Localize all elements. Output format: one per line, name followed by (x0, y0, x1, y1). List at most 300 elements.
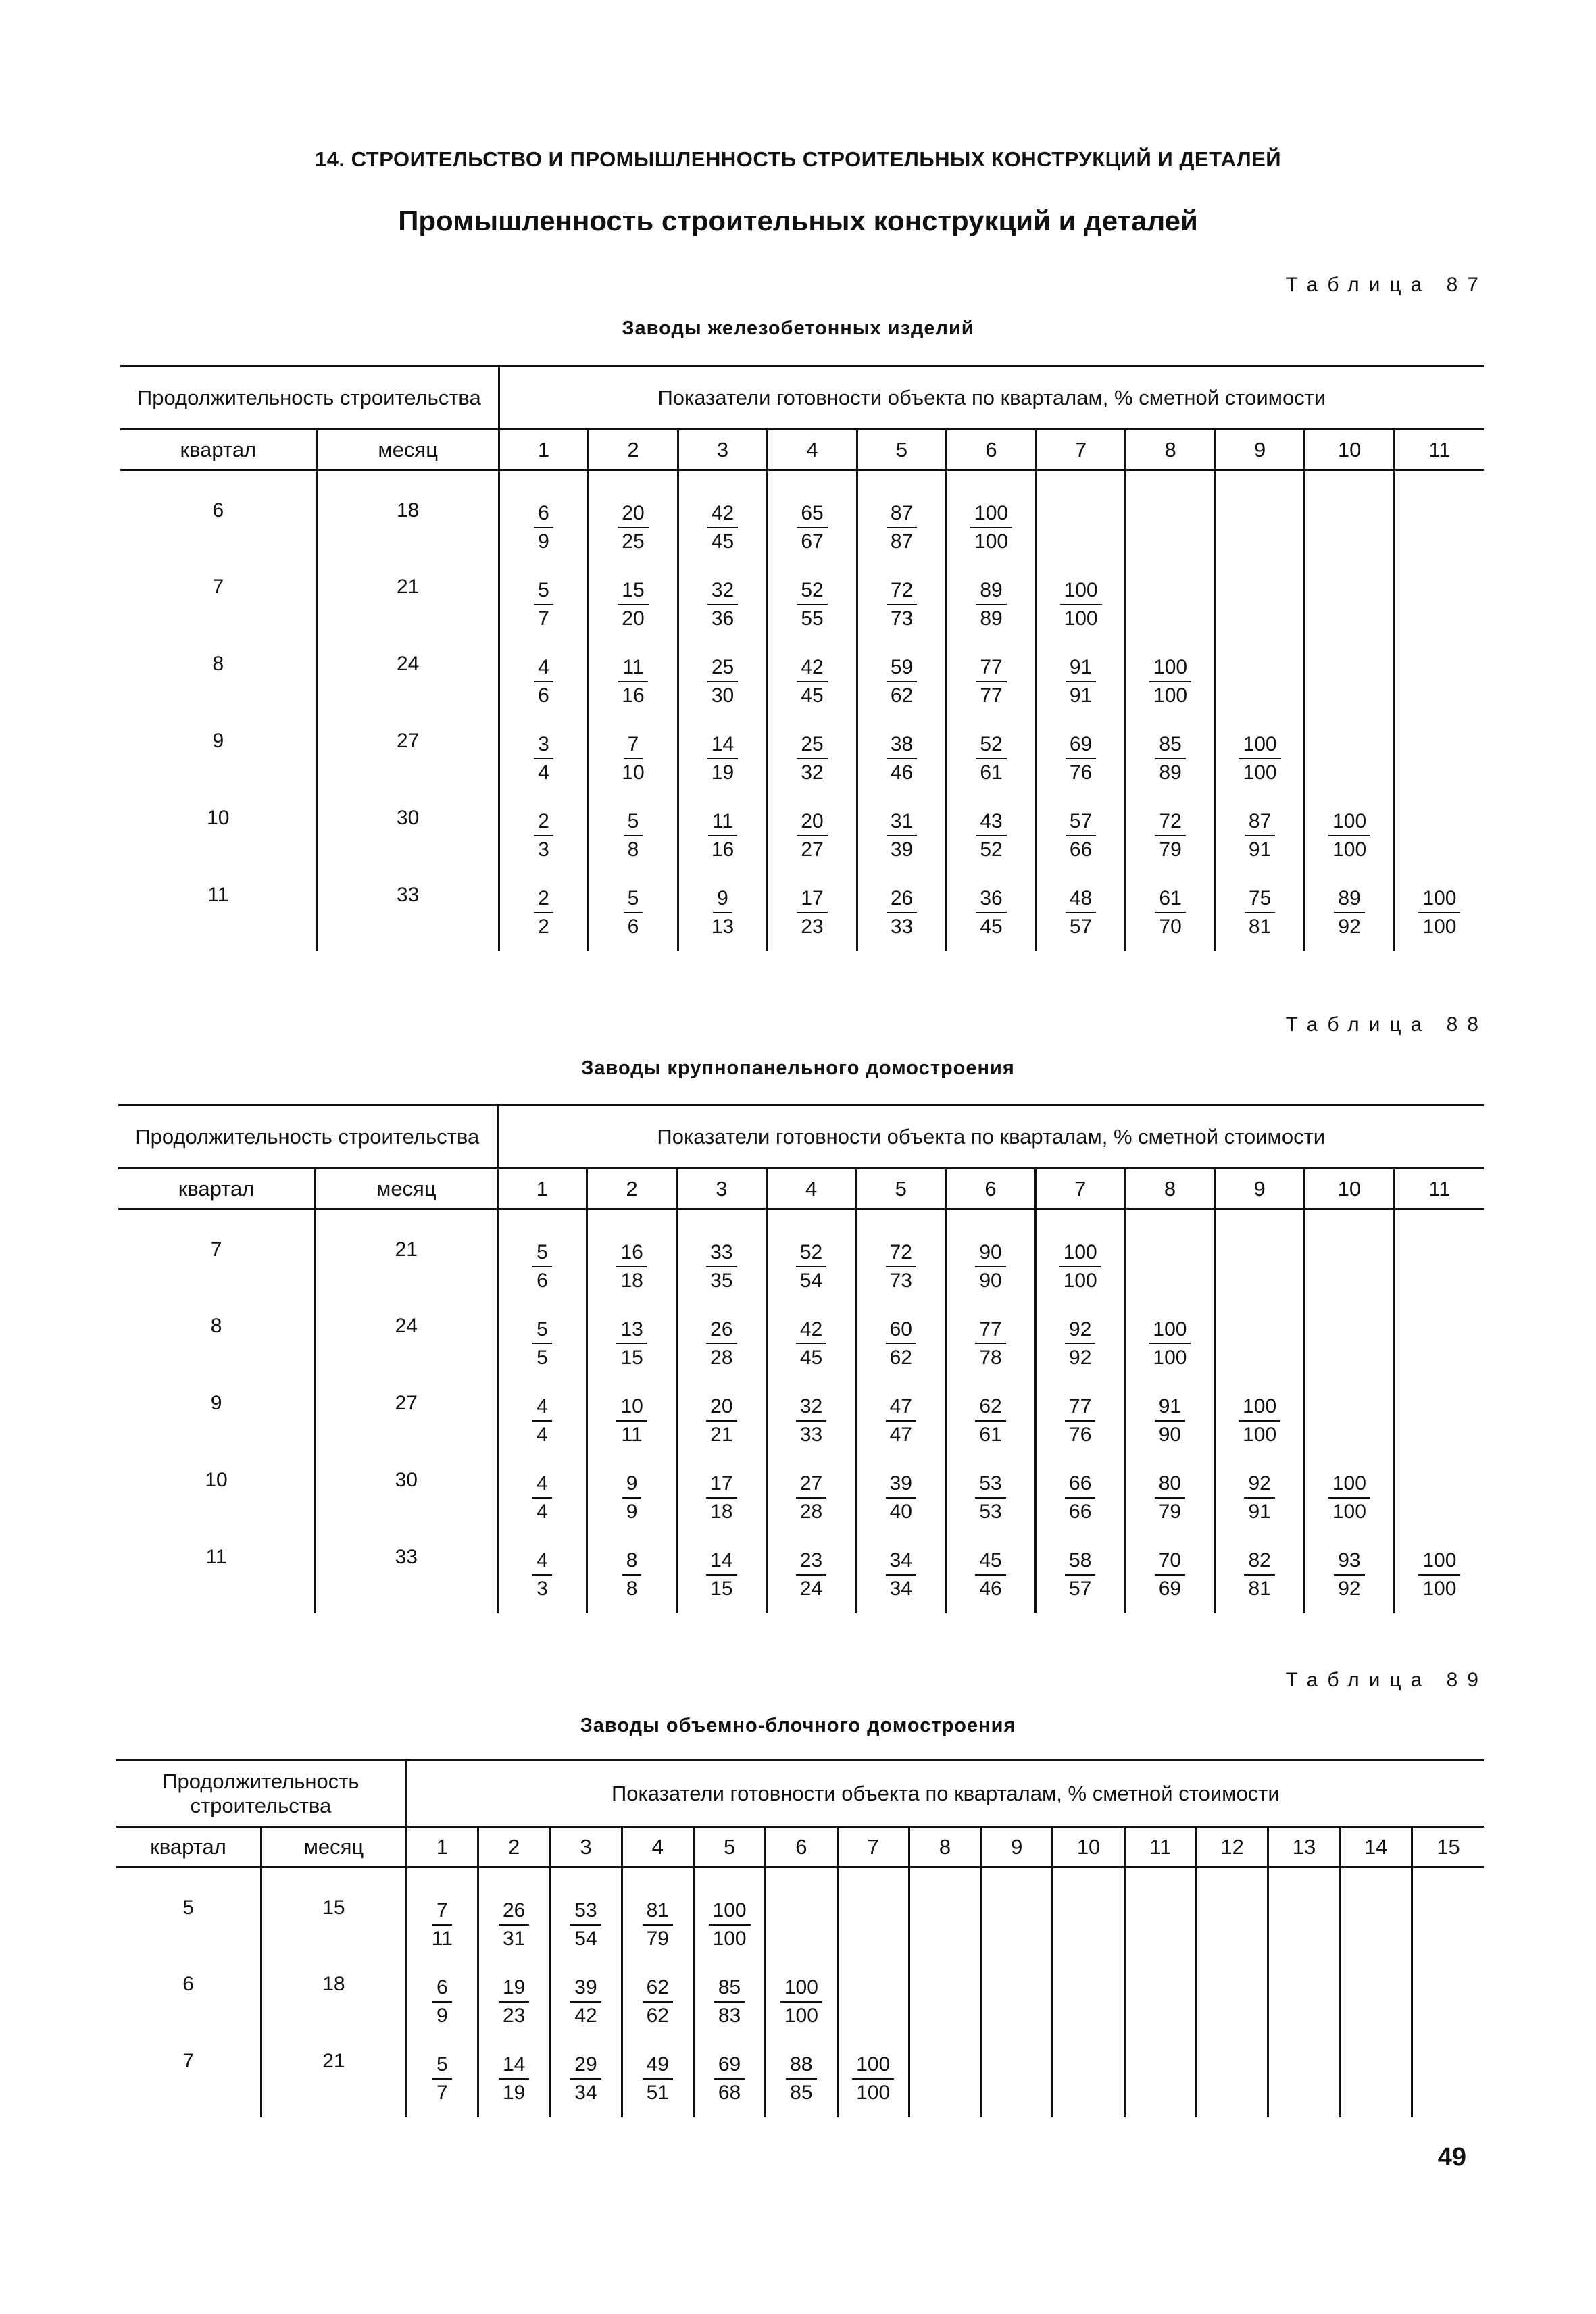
fraction-numerator: 20 (706, 1394, 737, 1422)
value-cell (1305, 874, 1395, 951)
data-table-89 (116, 1759, 1484, 2117)
fraction-numerator: 69 (714, 2053, 745, 2080)
fraction-value (622, 1549, 642, 1601)
quarter-cell: 7 (210, 1238, 222, 1261)
value-cell (497, 1459, 587, 1536)
fraction-numerator: 38 (887, 732, 917, 759)
fraction-denominator: 6 (537, 1269, 548, 1292)
fraction-denominator: 6 (627, 915, 639, 938)
table-label-87: Таблица 87 (1285, 274, 1488, 296)
value-cell (1305, 643, 1395, 720)
value-cell (1124, 2040, 1196, 2117)
fraction-denominator: 9 (437, 2004, 448, 2027)
fraction-numerator: 92 (1065, 1317, 1095, 1344)
fraction-value (499, 1898, 529, 1951)
fraction-numerator: 100 (1149, 655, 1191, 682)
fraction-numerator: 62 (643, 1976, 673, 2003)
fraction-numerator: 72 (1155, 809, 1185, 836)
value-cell (856, 1459, 946, 1536)
value-cell (1305, 720, 1395, 797)
fraction-value (707, 886, 738, 939)
value-cell (857, 566, 947, 643)
value-cell (478, 2040, 550, 2117)
value-cell (1215, 874, 1305, 951)
value-cell (678, 566, 768, 643)
fraction-value (1155, 1394, 1185, 1447)
value-cell (1053, 1867, 1124, 1963)
fraction-value (618, 655, 648, 708)
fraction-denominator: 33 (799, 1423, 823, 1446)
value-cell (1197, 1867, 1268, 1963)
fraction-value (796, 1472, 826, 1524)
fraction-value (976, 886, 1006, 939)
value-cell (766, 1536, 856, 1613)
value-cell (1035, 1536, 1125, 1613)
fraction-value (532, 1317, 552, 1370)
fraction-value (1245, 809, 1275, 862)
fraction-numerator: 14 (706, 1549, 737, 1576)
column-header: 7 (1035, 1169, 1125, 1209)
indicator-header: Показатели готовности объекта по кварталам, % сметной стоимости (499, 366, 1484, 430)
value-cell (946, 1536, 1036, 1613)
fraction-value (1149, 655, 1191, 708)
fraction-denominator: 90 (1158, 1423, 1182, 1446)
fraction-value (707, 732, 738, 785)
value-cell (589, 720, 678, 797)
value-cell (622, 2040, 693, 2117)
value-cell (589, 797, 678, 874)
fraction-value (707, 809, 738, 862)
fraction-value (706, 1240, 737, 1293)
value-cell (499, 470, 589, 566)
column-header: 5 (857, 430, 947, 470)
fraction-denominator: 32 (801, 761, 824, 784)
value-cell (1215, 1382, 1305, 1459)
value-cell (1340, 1963, 1412, 2040)
value-cell (589, 643, 678, 720)
fraction-denominator: 4 (537, 1423, 548, 1446)
value-cell (837, 2040, 909, 2117)
fraction-numerator: 7 (624, 732, 643, 759)
value-cell (947, 797, 1037, 874)
fraction-value (532, 1472, 552, 1524)
quarter-cell: 8 (210, 1314, 222, 1337)
value-cell (857, 470, 947, 566)
fraction-denominator: 70 (1159, 915, 1182, 938)
month-cell: 21 (316, 1209, 497, 1305)
value-cell (947, 566, 1037, 643)
indicator-header: Показатели готовности объекта по кварталам, % сметной стоимости (406, 1761, 1484, 1827)
quarter-cell: 10 (205, 1468, 228, 1491)
fraction-numerator: 8 (622, 1549, 642, 1576)
fraction-numerator: 66 (1065, 1472, 1095, 1499)
fraction-value (975, 1240, 1005, 1293)
value-cell (1125, 1382, 1215, 1459)
fraction-numerator: 42 (797, 655, 827, 682)
value-cell (499, 874, 589, 951)
value-cell (676, 1459, 766, 1536)
value-cell (1125, 1305, 1215, 1382)
value-cell (550, 1963, 622, 2040)
month-cell: 21 (317, 566, 499, 643)
quarter-header: квартал (120, 430, 317, 470)
fraction-denominator: 16 (622, 684, 645, 707)
fraction-value (1060, 578, 1102, 631)
fraction-denominator: 51 (646, 2081, 669, 2104)
fraction-denominator: 91 (1248, 1500, 1271, 1523)
column-header: 9 (1215, 1169, 1305, 1209)
fraction-numerator: 20 (797, 809, 827, 836)
fraction-numerator: 77 (975, 1317, 1005, 1344)
fraction-value (797, 886, 827, 939)
value-cell (1036, 874, 1126, 951)
fraction-denominator: 62 (646, 2004, 669, 2027)
fraction-numerator: 33 (706, 1240, 737, 1267)
value-cell (766, 1305, 856, 1382)
fraction-numerator: 87 (887, 501, 917, 528)
value-cell (1036, 797, 1126, 874)
fraction-denominator: 9 (626, 1500, 638, 1523)
fraction-value (887, 809, 917, 862)
fraction-numerator: 91 (1155, 1394, 1185, 1422)
value-cell (856, 1209, 946, 1305)
fraction-numerator: 57 (1066, 809, 1096, 836)
fraction-value (1066, 809, 1096, 862)
fraction-value (707, 655, 738, 708)
quarter-cell: 8 (212, 652, 224, 675)
table-row (118, 1305, 1484, 1382)
fraction-denominator: 4 (537, 1500, 548, 1523)
fraction-value (534, 655, 553, 708)
table-row (118, 1536, 1484, 1613)
fraction-numerator: 49 (643, 2053, 673, 2080)
fraction-denominator: 11 (621, 1423, 643, 1446)
fraction-numerator: 42 (707, 501, 738, 528)
fraction-numerator: 36 (976, 886, 1006, 913)
value-cell (589, 566, 678, 643)
value-cell (1305, 1382, 1395, 1459)
fraction-denominator: 81 (1248, 915, 1272, 938)
table-row (116, 2040, 1484, 2117)
value-cell (1035, 1209, 1125, 1305)
value-cell (1036, 566, 1126, 643)
fraction-numerator: 100 (780, 1976, 822, 2003)
fraction-numerator: 6 (534, 501, 553, 528)
fraction-denominator: 100 (1243, 761, 1277, 784)
fraction-numerator: 72 (887, 578, 917, 605)
value-cell (768, 797, 857, 874)
value-cell (678, 874, 768, 951)
value-cell (1268, 2040, 1340, 2117)
value-cell (1035, 1382, 1125, 1459)
value-cell (857, 797, 947, 874)
fraction-value (643, 1898, 673, 1951)
fraction-value (706, 1472, 737, 1524)
value-cell (1215, 720, 1305, 797)
value-cell (622, 1867, 693, 1963)
fraction-numerator: 72 (886, 1240, 916, 1267)
fraction-numerator: 3 (534, 732, 553, 759)
fraction-numerator: 100 (1328, 809, 1370, 836)
month-cell: 30 (317, 797, 499, 874)
fraction-value (1239, 732, 1281, 785)
fraction-denominator: 67 (801, 530, 824, 553)
fraction-denominator: 3 (537, 1577, 548, 1600)
fraction-numerator: 10 (616, 1394, 647, 1422)
fraction-numerator: 100 (1059, 1240, 1101, 1267)
fraction-numerator: 29 (570, 2053, 601, 2080)
fraction-value (886, 1394, 916, 1447)
fraction-denominator: 91 (1069, 684, 1093, 707)
column-header: 8 (1125, 1169, 1215, 1209)
month-cell: 30 (316, 1459, 497, 1536)
fraction-value (1149, 1317, 1191, 1370)
fraction-denominator: 90 (979, 1269, 1002, 1292)
section-heading: 14. СТРОИТЕЛЬСТВО И ПРОМЫШЛЕННОСТЬ СТРОИТЕЛЬНЫХ КОНСТРУКЦИЙ И ДЕТАЛЕЙ (314, 147, 1282, 171)
fraction-denominator: 100 (856, 2081, 891, 2104)
value-cell (768, 566, 857, 643)
fraction-denominator: 28 (799, 1500, 823, 1523)
fraction-denominator: 34 (574, 2081, 597, 2104)
fraction-numerator: 81 (643, 1898, 673, 1926)
quarter-cell: 11 (207, 883, 229, 906)
fraction-value (706, 1317, 737, 1370)
fraction-denominator: 54 (799, 1269, 823, 1292)
month-cell: 18 (261, 1963, 407, 2040)
column-header: 2 (478, 1827, 550, 1867)
fraction-value (1245, 886, 1275, 939)
fraction-value (432, 2053, 452, 2105)
fraction-value (707, 501, 738, 554)
quarter-cell: 9 (212, 729, 224, 752)
value-cell (1268, 1867, 1340, 1963)
value-cell (1053, 2040, 1124, 2117)
value-cell (1305, 470, 1395, 566)
table-row (120, 470, 1484, 566)
quarter-cell: 11 (205, 1545, 227, 1568)
fraction-value (616, 1394, 647, 1447)
fraction-denominator: 8 (627, 838, 639, 861)
fraction-denominator: 66 (1069, 838, 1093, 861)
fraction-numerator: 4 (532, 1472, 552, 1499)
quarter-cell: 6 (182, 1972, 194, 1995)
fraction-numerator: 9 (622, 1472, 642, 1499)
fraction-denominator: 36 (711, 607, 734, 630)
value-cell (478, 1867, 550, 1963)
column-header: 13 (1268, 1827, 1340, 1867)
value-cell (856, 1382, 946, 1459)
fraction-value (796, 1394, 826, 1447)
value-cell (478, 1963, 550, 2040)
fraction-denominator: 13 (711, 915, 734, 938)
data-table-87 (120, 365, 1484, 951)
fraction-numerator: 45 (975, 1549, 1005, 1576)
fraction-value (570, 1898, 601, 1951)
month-cell: 33 (316, 1536, 497, 1613)
value-cell (1126, 566, 1216, 643)
value-cell (1340, 2040, 1412, 2117)
fraction-denominator: 45 (980, 915, 1003, 938)
fraction-numerator: 5 (624, 809, 643, 836)
value-cell (1035, 1459, 1125, 1536)
column-header: 6 (946, 1169, 1036, 1209)
fraction-numerator: 89 (1334, 886, 1364, 913)
column-header: 11 (1394, 1169, 1484, 1209)
value-cell (768, 720, 857, 797)
value-cell (1215, 1459, 1305, 1536)
fraction-value (1244, 1472, 1274, 1524)
value-cell (1412, 1963, 1484, 2040)
value-cell (1125, 1459, 1215, 1536)
table-title-89: Заводы объемно-блочного домостроения (580, 1715, 1016, 1736)
value-cell (946, 1305, 1036, 1382)
month-cell: 27 (317, 720, 499, 797)
value-cell (678, 720, 768, 797)
fraction-value (1418, 886, 1460, 939)
fraction-numerator: 5 (532, 1317, 552, 1344)
fraction-denominator: 23 (502, 2004, 526, 2027)
fraction-denominator: 46 (979, 1577, 1002, 1600)
value-cell (678, 797, 768, 874)
fraction-denominator: 100 (712, 1928, 747, 1951)
fraction-denominator: 77 (980, 684, 1003, 707)
value-cell (587, 1536, 677, 1613)
fraction-value (534, 578, 553, 631)
fraction-numerator: 16 (616, 1240, 647, 1267)
fraction-denominator: 89 (980, 607, 1003, 630)
value-cell (1197, 2040, 1268, 2117)
value-cell (857, 874, 947, 951)
value-cell (766, 2040, 837, 2117)
value-cell (1126, 470, 1216, 566)
fraction-denominator: 57 (1069, 915, 1093, 938)
fraction-value (780, 1976, 822, 2028)
fraction-value (570, 2053, 601, 2105)
fraction-denominator: 100 (1422, 915, 1457, 938)
fraction-value (796, 1317, 826, 1370)
value-cell (1394, 1459, 1484, 1536)
value-cell (837, 1867, 909, 1963)
fraction-numerator: 90 (975, 1240, 1005, 1267)
page-number: 49 (1437, 2143, 1466, 2171)
fraction-value (887, 578, 917, 631)
fraction-numerator: 13 (616, 1317, 647, 1344)
fraction-denominator: 78 (979, 1346, 1002, 1369)
value-cell (947, 470, 1037, 566)
quarter-cell: 9 (210, 1391, 222, 1414)
fraction-denominator: 55 (801, 607, 824, 630)
column-header: 7 (1036, 430, 1126, 470)
fraction-denominator: 53 (979, 1500, 1002, 1523)
value-cell (587, 1459, 677, 1536)
fraction-numerator: 70 (1155, 1549, 1185, 1576)
value-cell (909, 2040, 980, 2117)
fraction-numerator: 82 (1244, 1549, 1274, 1576)
fraction-value (1334, 1549, 1364, 1601)
fraction-numerator: 32 (707, 578, 738, 605)
fraction-numerator: 93 (1334, 1549, 1364, 1576)
value-cell (1124, 1867, 1196, 1963)
fraction-numerator: 39 (570, 1976, 601, 2003)
fraction-value (534, 501, 553, 554)
fraction-numerator: 42 (796, 1317, 826, 1344)
fraction-numerator: 34 (886, 1549, 916, 1576)
fraction-numerator: 27 (796, 1472, 826, 1499)
value-cell (676, 1536, 766, 1613)
duration-header: Продолжительность строительства (116, 1761, 406, 1827)
fraction-value (976, 732, 1006, 785)
fraction-value (1244, 1549, 1274, 1601)
fraction-value (886, 1472, 916, 1524)
fraction-numerator: 5 (432, 2053, 452, 2080)
month-cell: 18 (317, 470, 499, 566)
value-cell (1126, 797, 1216, 874)
fraction-denominator: 61 (979, 1423, 1002, 1446)
fraction-numerator: 89 (976, 578, 1006, 605)
fraction-value (975, 1472, 1005, 1524)
fraction-value (499, 2053, 529, 2105)
fraction-numerator: 100 (1060, 578, 1102, 605)
fraction-denominator: 100 (1153, 684, 1188, 707)
fraction-numerator: 14 (499, 2053, 529, 2080)
value-cell (1305, 1209, 1395, 1305)
fraction-value (1418, 1549, 1460, 1601)
fraction-value (643, 2053, 673, 2105)
fraction-value (852, 2053, 894, 2105)
value-cell (1215, 1209, 1305, 1305)
fraction-value (1065, 1394, 1095, 1447)
column-header: 1 (497, 1169, 587, 1209)
value-cell (406, 1867, 478, 1963)
fraction-denominator: 31 (502, 1928, 526, 1951)
value-cell (550, 2040, 622, 2117)
value-cell (676, 1382, 766, 1459)
subheading: Промышленность строительных конструкций и деталей (398, 205, 1198, 236)
fraction-denominator: 76 (1069, 1423, 1092, 1446)
column-header: 14 (1340, 1827, 1412, 1867)
fraction-denominator: 92 (1338, 915, 1361, 938)
value-cell (857, 643, 947, 720)
fraction-numerator: 4 (532, 1394, 552, 1422)
fraction-value (786, 2053, 816, 2105)
value-cell (678, 643, 768, 720)
fraction-value (887, 501, 917, 554)
column-header: 3 (678, 430, 768, 470)
value-cell (1394, 874, 1484, 951)
fraction-numerator: 77 (1065, 1394, 1095, 1422)
value-cell (856, 1305, 946, 1382)
fraction-denominator: 2 (538, 915, 549, 938)
fraction-value (797, 501, 827, 554)
fraction-denominator: 7 (538, 607, 549, 630)
fraction-value (616, 1240, 647, 1293)
fraction-denominator: 30 (711, 684, 734, 707)
fraction-value (797, 732, 827, 785)
fraction-value (1155, 1472, 1185, 1524)
fraction-numerator: 100 (1239, 732, 1281, 759)
column-header: 5 (693, 1827, 765, 1867)
value-cell (1125, 1536, 1215, 1613)
value-cell (1215, 797, 1305, 874)
fraction-numerator: 23 (796, 1549, 826, 1576)
value-cell (1215, 643, 1305, 720)
value-cell (1394, 797, 1484, 874)
table-row (120, 797, 1484, 874)
value-cell (1215, 566, 1305, 643)
fraction-value (887, 655, 917, 708)
value-cell (768, 643, 857, 720)
fraction-value (616, 1317, 647, 1370)
